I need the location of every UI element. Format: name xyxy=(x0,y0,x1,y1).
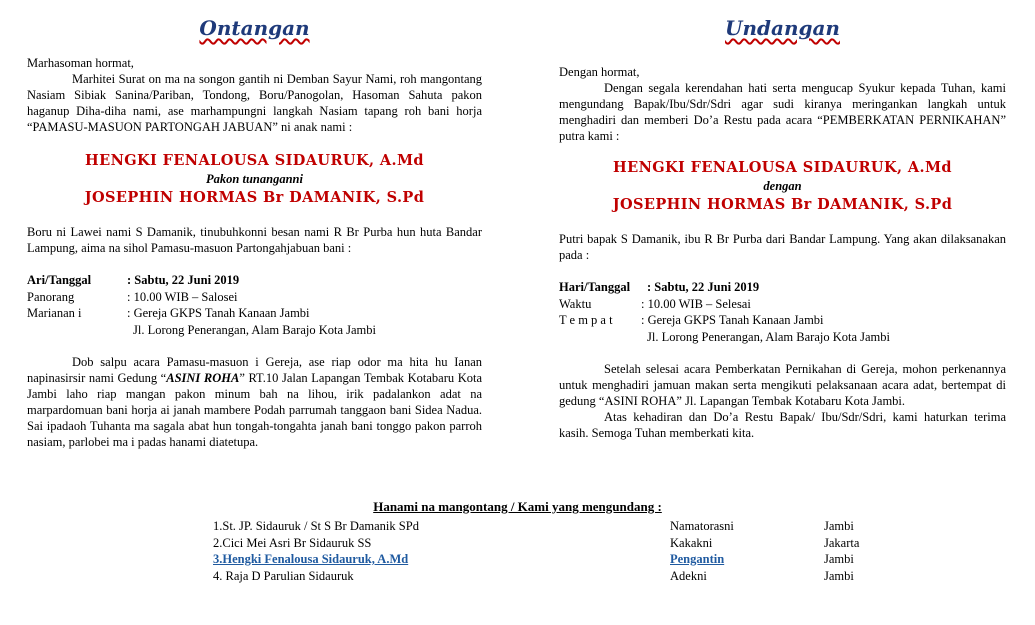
signers-heading: Hanami na mangontang / Kami yang mengundang : xyxy=(373,499,662,514)
right-title: Undangan xyxy=(725,16,840,40)
left-schedule-value: : Gereja GKPS Tanah Kanaan Jambi xyxy=(127,306,310,320)
left-title: Ontangan xyxy=(199,16,310,40)
right-schedule-label: T e m p a t xyxy=(559,313,613,327)
left-closing-venue: ASINI ROHA xyxy=(166,371,240,385)
right-intro: Dengan segala kerendahan hati serta mengucap Syukur kepada Tuhan, kami mengundang Bapak/Ibu/Sdr/Sdri agar sudi kiranya meringankan langkah untuk menghadiri dan memberi Do’a Restu pada acara “PEMBERKATAN PERNIKAHAN” putra kami : xyxy=(559,81,1006,143)
signer-role: Kakakni xyxy=(670,535,713,550)
left-schedule-label: Marianan i xyxy=(27,306,82,320)
signer-row-highlighted xyxy=(213,551,913,568)
right-schedule xyxy=(559,279,1006,345)
left-closing xyxy=(27,354,482,450)
left-greeting: Marhasoman hormat, xyxy=(27,56,134,70)
signer-city: Jambi xyxy=(824,552,854,566)
signer-role: Adekni xyxy=(670,568,707,583)
left-schedule-row-place xyxy=(27,305,482,322)
signer-name: 2.Cici Mei Asri Br Sidauruk SS xyxy=(213,535,372,550)
signer-name: 3.Hengki Fenalousa Sidauruk, A.Md xyxy=(213,552,409,566)
right-schedule-label: Hari/Tanggal xyxy=(559,280,631,294)
left-schedule-row-time xyxy=(27,289,482,306)
left-schedule-value: : Sabtu, 22 Juni 2019 xyxy=(127,273,240,287)
right-closing-paragraph-2: Atas kehadiran dan Do’a Restu Bapak/ Ibu/Sdr/Sdri, kami haturkan terima kasih. Semoga Tuhan memberkati kita. xyxy=(559,410,1006,440)
left-schedule-value: : 10.00 WIB – Salosei xyxy=(127,289,238,304)
right-invitation-column xyxy=(559,0,1006,441)
signer-row xyxy=(213,568,913,585)
left-schedule-label: Ari/Tanggal xyxy=(27,273,92,287)
right-schedule-label: Waktu xyxy=(559,296,592,311)
signer-city: Jakarta xyxy=(824,535,860,550)
signer-name: 1.St. JP. Sidauruk / St S Br Damanik SPd xyxy=(213,519,419,533)
left-schedule-address-row xyxy=(27,322,482,339)
right-schedule-row-place xyxy=(559,312,1006,329)
right-greeting: Dengan hormat, xyxy=(559,65,640,79)
right-schedule-row-date xyxy=(559,279,1006,296)
left-schedule-address: Jl. Lorong Penerangan, Alam Barajo Kota Jambi xyxy=(133,322,376,337)
signer-city: Jambi xyxy=(824,568,854,583)
right-closing-paragraph-1: Setelah selesai acara Pemberkatan Pernikahan di Gereja, mohon perkenannya untuk menghadiri jamuan makan serta mengikuti pelaksanaan acara adat, bertempat di gedung “ASINI ROHA” Jl. Lapangan Tembak Kotabaru Kota Jambi. xyxy=(559,362,1006,408)
left-closing-part2: ” RT.10 Jalan Lapangan Tembak Kotabaru Kota Jambi laho riap mangan pakon minum bah na lihou, irik padalankon adat na marpardomuan bani horja ai janah mambere Podah parrumah tanggaon bani Sidea Nadua. Sai ipadaoh Tuhanta ma sagala abat hun tongah-tongahta janah bani tonggo pakon parroh nasiam, parlobei ma i padas hanami diatetupa. xyxy=(27,371,482,449)
left-connector: Pakon tunanganni xyxy=(206,172,303,186)
right-schedule-address: Jl. Lorong Penerangan, Alam Barajo Kota Jambi xyxy=(647,329,890,344)
right-schedule-value: : Sabtu, 22 Juni 2019 xyxy=(647,280,760,294)
right-schedule-address-row xyxy=(559,329,1006,346)
signer-name: 4. Raja D Parulian Sidauruk xyxy=(213,568,354,583)
left-invitation-column xyxy=(27,0,482,450)
right-schedule-value: : Gereja GKPS Tanah Kanaan Jambi xyxy=(641,313,824,327)
signer-row xyxy=(213,535,913,552)
signer-row xyxy=(213,518,913,535)
right-connector: dengan xyxy=(763,179,802,193)
left-bride-name: JOSEPHIN HORMAS Br DAMANIK, S.Pd xyxy=(84,189,425,206)
left-schedule-label: Panorang xyxy=(27,289,75,304)
signer-role: Namatorasni xyxy=(670,519,734,533)
left-schedule-row-date xyxy=(27,272,482,289)
right-groom-name: HENGKI FENALOUSA SIDAURUK, A.Md xyxy=(613,159,952,176)
left-parents-text: Boru ni Lawei nami S Damanik, tinubuhkonni besan nami R Br Purba hun huta Bandar Lampung, aima na sihol Pamasu-masuon Partongahjabuan bani : xyxy=(27,225,482,255)
right-bride-name: JOSEPHIN HORMAS Br DAMANIK, S.Pd xyxy=(612,196,953,213)
signer-role: Pengantin xyxy=(670,552,725,566)
right-schedule-value: : 10.00 WIB – Selesai xyxy=(641,296,751,311)
signers-list xyxy=(213,518,913,584)
left-groom-name: HENGKI FENALOUSA SIDAURUK, A.Md xyxy=(85,152,424,169)
left-schedule xyxy=(27,272,482,338)
right-schedule-row-time xyxy=(559,296,1006,313)
signer-city: Jambi xyxy=(824,519,854,533)
left-intro: Marhitei Surat on ma na songon gantih ni Demban Sayur Nami, roh mangontang Nasiam Sibiak Sanina/Pariban, Tondong, Boru/Panogolan, Hasoman Sahuta pakon haganup Diha-diha nami, ase marhampungni langkah Nasiam tapang roh bani horja “PAMASU-MASUON PARTONGAH JABUAN” ni anak nami : xyxy=(27,72,482,134)
right-parents-text: Putri bapak S Damanik, ibu R Br Purba dari Bandar Lampung. Yang akan dilaksanakan pada : xyxy=(559,232,1006,262)
left-closing-part1: Dob salpu acara Pamasu-masuon i Gereja, ase riap odor ma hita hu Ianan napinasirsir nami Gedung “ xyxy=(27,355,482,385)
